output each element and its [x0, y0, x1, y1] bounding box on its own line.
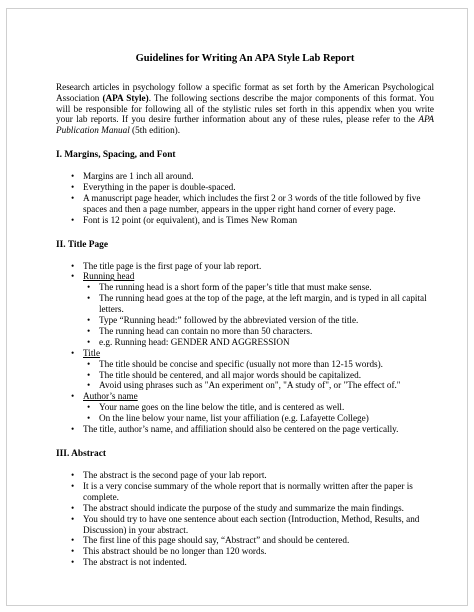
- list-item-text: The first line of this page should say, “Abstract” and should be centered.: [83, 535, 350, 546]
- list-item-text: The title should be centered, and all major words should be capitalized.: [99, 369, 362, 380]
- list-item-text: The running head is a short form of the paper’s title that must make sense.: [99, 282, 372, 293]
- intro-apa-style: (APA Style): [102, 92, 149, 103]
- title-rules-list: [83, 359, 434, 392]
- list-item-text: The abstract should indicate the purpose of the study and summarize the main findings.: [83, 502, 404, 513]
- sub-list-item: [83, 380, 434, 391]
- list-item: [56, 424, 434, 435]
- bullet-icon: •: [71, 214, 75, 225]
- bullet-icon: •: [71, 181, 75, 192]
- list-item: [56, 503, 434, 514]
- list-item: [56, 557, 434, 568]
- bullet-icon: •: [87, 413, 91, 424]
- bullet-icon: •: [71, 546, 75, 557]
- list-item-running-head: [56, 271, 434, 347]
- bullet-icon: •: [71, 391, 75, 402]
- sub-list-item: [83, 413, 434, 424]
- bullet-icon: •: [87, 369, 91, 380]
- bullet-icon: •: [71, 271, 75, 282]
- bullet-icon: •: [87, 293, 91, 304]
- running-head-list: [83, 282, 434, 347]
- bullet-icon: •: [87, 380, 91, 391]
- list-item-text: On the line below your name, list your affiliation (e.g. Lafayette College): [99, 413, 369, 424]
- intro-text-3: (5th edition).: [129, 125, 181, 136]
- list-item: [56, 470, 434, 481]
- list-item: [56, 171, 434, 182]
- section-heading-margins: I. Margins, Spacing, and Font: [56, 149, 176, 160]
- sub-list-item: [83, 359, 434, 370]
- bullet-icon: •: [87, 282, 91, 293]
- author-rules-list: [83, 402, 434, 424]
- bullet-icon: •: [71, 557, 75, 568]
- document-title: Guidelines for Writing An APA Style Lab Report: [135, 53, 355, 64]
- intro-paragraph: [56, 82, 434, 136]
- list-item-text: The abstract is the second page of your lab report.: [83, 470, 267, 481]
- list-item-text: Avoid using phrases such as "An experiment on", "A study of", or "The effect of.": [99, 380, 401, 391]
- list-item-title: [56, 348, 434, 392]
- list-item-text: The running head goes at the top of the page, at the left margin, and is typed in all capital letters.: [99, 293, 427, 315]
- bullet-icon: •: [87, 336, 91, 347]
- bullet-icon: •: [71, 480, 75, 491]
- intro-text-2: . The following sections describe the major components of this format. You will be responsible for following all of the stylistic rules set forth in this appendix when you write your lab reports. If you desire further information about any of these rules, please refer to the: [56, 92, 434, 125]
- margins-list: [56, 171, 434, 226]
- list-item: [56, 215, 434, 226]
- list-item-text: Your name goes on the line below the title, and is centered as well.: [99, 402, 345, 413]
- sub-list-item: [83, 293, 434, 315]
- bullet-icon: •: [87, 402, 91, 413]
- list-item-text: Type “Running head:” followed by the abbreviated version of the title.: [99, 315, 359, 326]
- subheading-title: Title: [83, 347, 101, 358]
- list-item-author: [56, 391, 434, 424]
- list-item-text: You should try to have one sentence about each section (Introduction, Method, Results, and Discussion) in your abstract.: [83, 513, 420, 535]
- bullet-icon: •: [71, 470, 75, 481]
- bullet-icon: •: [71, 513, 75, 524]
- section-heading-title-page: II. Title Page: [56, 239, 108, 250]
- sub-list-item: [83, 337, 434, 348]
- list-item: [56, 546, 434, 557]
- bullet-icon: •: [87, 358, 91, 369]
- document-body: [56, 52, 434, 582]
- subheading-author-name: Author’s name: [83, 391, 138, 402]
- list-item-text: The title should be concise and specific (usually not more than 12-15 words).: [99, 358, 383, 369]
- abstract-list: [56, 470, 434, 568]
- list-item-text: Everything in the paper is double-spaced.: [83, 181, 236, 192]
- section-heading-abstract: III. Abstract: [56, 449, 107, 460]
- title-page-list: [56, 261, 434, 436]
- list-item-text: Font is 12 point (or equivalent), and is Times New Roman: [83, 214, 298, 225]
- list-item: [56, 514, 434, 536]
- list-item-text: e.g. Running head: GENDER AND AGGRESSION: [99, 336, 290, 347]
- intro-manual-title: APA Publication Manual: [56, 114, 434, 136]
- list-item-text: The running head can contain no more than 50 characters.: [99, 325, 313, 336]
- bullet-icon: •: [87, 325, 91, 336]
- list-item: [56, 193, 434, 215]
- bullet-icon: •: [71, 424, 75, 435]
- bullet-icon: •: [71, 502, 75, 513]
- list-item-text: The title, author’s name, and affiliation should also be centered on the page vertically.: [83, 424, 399, 435]
- sub-list-item: [83, 326, 434, 337]
- list-item: [56, 481, 434, 503]
- bullet-icon: •: [71, 170, 75, 181]
- list-item-text: The title page is the first page of your lab report.: [83, 260, 262, 271]
- list-item: [56, 261, 434, 272]
- subheading-running-head: Running head: [83, 271, 135, 282]
- sub-list-item: [83, 282, 434, 293]
- bullet-icon: •: [71, 192, 75, 203]
- bullet-icon: •: [87, 315, 91, 326]
- list-item-text: A manuscript page header, which includes the first 2 or 3 words of the title followed by five spaces and then a page number, appears in the upper right hand corner of every page.: [83, 192, 421, 214]
- list-item-text: This abstract should be no longer than 120 words.: [83, 546, 267, 557]
- sub-list-item: [83, 370, 434, 381]
- bullet-icon: •: [71, 347, 75, 358]
- list-item-text: It is a very concise summary of the whole report that is normally written after the paper is complete.: [83, 480, 413, 502]
- sub-list-item: [83, 402, 434, 413]
- list-item: [56, 535, 434, 546]
- list-item: [56, 182, 434, 193]
- bullet-icon: •: [71, 535, 75, 546]
- list-item-text: The abstract is not indented.: [83, 557, 187, 568]
- bullet-icon: •: [71, 260, 75, 271]
- list-item-text: Margins are 1 inch all around.: [83, 170, 194, 181]
- intro-text-1: Research articles in psychology follow a specific format as set forth by the American Psychological Association: [56, 82, 434, 103]
- sub-list-item: [83, 315, 434, 326]
